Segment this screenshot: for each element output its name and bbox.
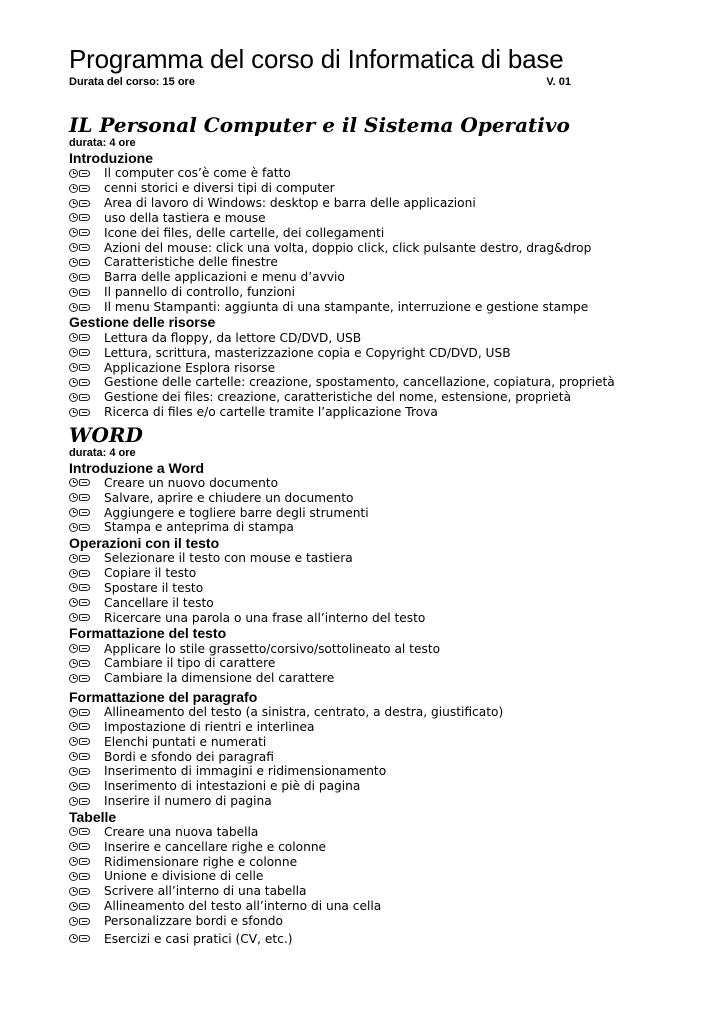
pointing-hand-icon <box>79 768 90 775</box>
section-duration-pc: durata: 4 ore <box>69 137 136 149</box>
list-item-text: Scrivere all’interno di una tabella <box>104 884 307 899</box>
subsection-title-risorse: Gestione delle risorse <box>69 314 216 331</box>
version-label: V. 01 <box>546 76 571 88</box>
clock-hand-bullet-icon <box>69 199 104 208</box>
list-item-text: Ricercare una parola o una frase all’interno del testo <box>104 610 426 625</box>
pointing-hand-icon <box>79 185 90 192</box>
clock-icon <box>69 303 78 312</box>
clock-hand-bullet-icon <box>69 213 104 222</box>
list-item-text: Stampa e anteprima di stampa <box>104 520 294 535</box>
clock-hand-bullet-icon <box>69 887 104 896</box>
list-item <box>69 360 629 375</box>
list-item <box>69 914 629 929</box>
list-item-text: Area di lavoro di Windows: desktop e barra delle applicazioni <box>104 196 476 211</box>
pointing-hand-icon <box>79 828 90 835</box>
list-item <box>69 869 629 884</box>
clock-icon <box>69 902 78 911</box>
list-item-text: Lettura da floppy, da lettore CD/DVD, USB <box>104 330 362 345</box>
list-item <box>69 345 629 360</box>
list-item-text: Ridimensionare righe e colonne <box>104 854 298 869</box>
list-item-text: Allineamento del testo all’interno di una cella <box>104 899 382 914</box>
clock-hand-bullet-icon <box>69 782 104 791</box>
pointing-hand-icon <box>79 873 90 880</box>
pointing-hand-icon <box>79 304 90 311</box>
clock-icon <box>69 523 78 532</box>
list-item-text: Salvare, aprire e chiudere un documento <box>104 490 354 505</box>
pointing-hand-icon <box>79 509 90 516</box>
clock-icon <box>69 199 78 208</box>
clock-hand-bullet-icon <box>69 228 104 237</box>
list-item <box>69 166 629 181</box>
list-item <box>69 899 629 914</box>
clock-hand-bullet-icon <box>69 583 104 592</box>
pointing-hand-icon <box>79 918 90 925</box>
clock-icon <box>69 722 78 731</box>
list-item <box>69 595 629 610</box>
list-item-text: Cambiare il tipo di carattere <box>104 656 276 671</box>
list-item-text: Creare un nuovo documento <box>104 475 279 490</box>
list-item <box>69 656 629 671</box>
clock-icon <box>69 228 78 237</box>
list-item-text: Il pannello di controllo, funzioni <box>104 285 296 300</box>
list-item <box>69 764 629 779</box>
pointing-hand-icon <box>79 935 90 942</box>
clock-icon <box>69 348 78 357</box>
clock-icon <box>69 184 78 193</box>
pointing-hand-icon <box>79 570 90 577</box>
course-meta <box>69 76 571 89</box>
list-item-text: Unione e divisione di celle <box>104 869 264 884</box>
clock-hand-bullet-icon <box>69 273 104 282</box>
clock-hand-bullet-icon <box>69 598 104 607</box>
clock-hand-bullet-icon <box>69 393 104 402</box>
clock-icon <box>69 872 78 881</box>
list-item-text: Creare una nuova tabella <box>104 824 259 839</box>
pointing-hand-icon <box>79 783 90 790</box>
pointing-hand-icon <box>79 479 90 486</box>
clock-icon <box>69 554 78 563</box>
subsection-title-introduzione: Introduzione <box>69 150 153 166</box>
pointing-hand-icon <box>79 798 90 805</box>
clock-hand-bullet-icon <box>69 508 104 517</box>
pointing-hand-icon <box>79 364 90 371</box>
clock-icon <box>69 917 78 926</box>
clock-icon <box>69 857 78 866</box>
clock-icon <box>69 887 78 896</box>
list-item <box>69 270 629 285</box>
clock-hand-bullet-icon <box>69 708 104 717</box>
list-item <box>69 405 629 420</box>
pointing-hand-icon <box>79 888 90 895</box>
pointing-hand-icon <box>79 494 90 501</box>
pointing-hand-icon <box>79 738 90 745</box>
topic-list <box>69 705 629 809</box>
list-item-text: Icone dei files, delle cartelle, dei collegamenti <box>104 225 385 240</box>
list-item <box>69 551 629 566</box>
list-item-text: Selezionare il testo con mouse e tastiera <box>104 551 353 566</box>
pointing-hand-icon <box>79 753 90 760</box>
list-item-text: Esercizi e casi pratici (CV, etc.) <box>104 931 293 946</box>
clock-hand-bullet-icon <box>69 288 104 297</box>
pointing-hand-icon <box>79 524 90 531</box>
clock-hand-bullet-icon <box>69 363 104 372</box>
pointing-hand-icon <box>79 858 90 865</box>
list-item <box>69 330 629 345</box>
list-item-text: Cambiare la dimensione del carattere <box>104 671 335 686</box>
list-item-text: Ricerca di files e/o cartelle tramite l’applicazione Trova <box>104 405 438 420</box>
list-item <box>69 671 629 686</box>
subsection-title-operazioni: Operazioni con il testo <box>69 534 220 551</box>
list-item <box>69 211 629 226</box>
list-item-text: Lettura, scrittura, masterizzazione copia e Copyright CD/DVD, USB <box>104 345 511 360</box>
list-item <box>69 196 629 211</box>
pointing-hand-icon <box>79 614 90 621</box>
list-item-text: Caratteristiche delle finestre <box>104 255 278 270</box>
pointing-hand-icon <box>79 229 90 236</box>
list-item <box>69 749 629 764</box>
list-item-text: Spostare il testo <box>104 580 204 595</box>
clock-icon <box>69 363 78 372</box>
clock-icon <box>69 258 78 267</box>
clock-icon <box>69 659 78 668</box>
pointing-hand-icon <box>79 660 90 667</box>
clock-icon <box>69 934 78 943</box>
list-item-text: Inserire il numero di pagina <box>104 794 272 809</box>
clock-hand-bullet-icon <box>69 674 104 683</box>
list-item <box>69 520 629 535</box>
list-item <box>69 181 629 196</box>
pointing-hand-icon <box>79 200 90 207</box>
clock-hand-bullet-icon <box>69 333 104 342</box>
list-item <box>69 825 629 840</box>
subsection-title-introduzione-word: Introduzione a Word <box>69 459 205 476</box>
clock-hand-bullet-icon <box>69 797 104 806</box>
clock-hand-bullet-icon <box>69 722 104 731</box>
clock-icon <box>69 644 78 653</box>
clock-icon <box>69 797 78 806</box>
clock-hand-bullet-icon <box>69 737 104 746</box>
clock-hand-bullet-icon <box>69 348 104 357</box>
clock-hand-bullet-icon <box>69 872 104 881</box>
pointing-hand-icon <box>79 675 90 682</box>
list-item <box>69 705 629 720</box>
list-item <box>69 719 629 734</box>
clock-hand-bullet-icon <box>69 569 104 578</box>
pointing-hand-icon <box>79 723 90 730</box>
topic-list <box>69 330 629 419</box>
list-item-text: Inserimento di immagini e ridimensionamento <box>104 764 387 779</box>
clock-hand-bullet-icon <box>69 184 104 193</box>
list-item <box>69 390 629 405</box>
clock-icon <box>69 583 78 592</box>
list-item <box>69 476 629 491</box>
topic-list <box>69 641 629 686</box>
list-item <box>69 490 629 505</box>
clock-hand-bullet-icon <box>69 408 104 417</box>
list-item-text: Aggiungere e togliere barre degli strumenti <box>104 505 369 520</box>
subsection-title-formattazione-paragrafo: Formattazione del paragrafo <box>69 688 258 705</box>
list-item-text: Bordi e sfondo dei paragrafi <box>104 749 274 764</box>
list-item-text: Barra delle applicazioni e menu d’avvio <box>104 270 345 285</box>
list-item-text: cenni storici e diversi tipi di computer <box>104 181 335 196</box>
list-item-text: Inserire e cancellare righe e colonne <box>104 839 327 854</box>
subsection-title-tabelle: Tabelle <box>69 808 117 825</box>
list-item <box>69 641 629 656</box>
list-item <box>69 854 629 869</box>
clock-hand-bullet-icon <box>69 378 104 387</box>
list-item <box>69 931 629 946</box>
list-item-text: Inserimento di intestazioni e piè di pagina <box>104 779 361 794</box>
list-item <box>69 505 629 520</box>
clock-hand-bullet-icon <box>69 478 104 487</box>
clock-icon <box>69 782 78 791</box>
list-item <box>69 566 629 581</box>
clock-hand-bullet-icon <box>69 303 104 312</box>
topic-list <box>69 551 629 625</box>
clock-icon <box>69 213 78 222</box>
pointing-hand-icon <box>79 584 90 591</box>
list-item <box>69 839 629 854</box>
pointing-hand-icon <box>79 409 90 416</box>
clock-icon <box>69 378 78 387</box>
pointing-hand-icon <box>79 379 90 386</box>
list-item <box>69 581 629 596</box>
clock-icon <box>69 393 78 402</box>
pointing-hand-icon <box>79 244 90 251</box>
section-title-word: WORD <box>69 422 143 447</box>
pointing-hand-icon <box>79 214 90 221</box>
pointing-hand-icon <box>79 394 90 401</box>
pointing-hand-icon <box>79 274 90 281</box>
list-item-text: Personalizzare bordi e sfondo <box>104 914 283 929</box>
list-item-text: Impostazione di rientri e interlinea <box>104 719 315 734</box>
clock-hand-bullet-icon <box>69 767 104 776</box>
pointing-hand-icon <box>79 903 90 910</box>
clock-hand-bullet-icon <box>69 169 104 178</box>
clock-icon <box>69 842 78 851</box>
clock-icon <box>69 752 78 761</box>
section-title-pc: IL Personal Computer e il Sistema Operativo <box>69 113 570 137</box>
clock-icon <box>69 737 78 746</box>
topic-list <box>69 166 629 314</box>
list-item <box>69 255 629 270</box>
pointing-hand-icon <box>79 334 90 341</box>
pointing-hand-icon <box>79 555 90 562</box>
list-item-text: Applicare lo stile grassetto/corsivo/sottolineato al testo <box>104 641 441 656</box>
list-item <box>69 734 629 749</box>
list-item <box>69 779 629 794</box>
clock-hand-bullet-icon <box>69 243 104 252</box>
clock-icon <box>69 569 78 578</box>
clock-icon <box>69 613 78 622</box>
pointing-hand-icon <box>79 709 90 716</box>
subsection-title-formattazione-testo: Formattazione del testo <box>69 625 227 642</box>
clock-hand-bullet-icon <box>69 258 104 267</box>
list-item-text: Allineamento del testo (a sinistra, centrato, a destra, giustificato) <box>104 705 504 720</box>
list-item <box>69 300 629 315</box>
clock-icon <box>69 273 78 282</box>
pointing-hand-icon <box>79 599 90 606</box>
clock-icon <box>69 598 78 607</box>
list-item <box>69 375 629 390</box>
clock-hand-bullet-icon <box>69 659 104 668</box>
clock-icon <box>69 493 78 502</box>
list-item <box>69 240 629 255</box>
list-item-text: uso della tastiera e mouse <box>104 210 266 225</box>
clock-icon <box>69 478 78 487</box>
clock-hand-bullet-icon <box>69 644 104 653</box>
clock-hand-bullet-icon <box>69 934 104 943</box>
list-item-text: Gestione delle cartelle: creazione, spostamento, cancellazione, copiatura, proprietà <box>104 375 615 390</box>
clock-icon <box>69 243 78 252</box>
clock-hand-bullet-icon <box>69 902 104 911</box>
topic-list <box>69 476 629 535</box>
clock-hand-bullet-icon <box>69 752 104 761</box>
list-item-text: Azioni del mouse: click una volta, doppio click, click pulsante destro, drag&drop <box>104 240 592 255</box>
list-item <box>69 794 629 809</box>
clock-icon <box>69 674 78 683</box>
list-item-text: Gestione dei files: creazione, caratteristiche del nome, estensione, proprietà <box>104 390 572 405</box>
clock-hand-bullet-icon <box>69 523 104 532</box>
clock-hand-bullet-icon <box>69 493 104 502</box>
document-page <box>69 44 629 946</box>
clock-icon <box>69 333 78 342</box>
clock-icon <box>69 169 78 178</box>
list-item <box>69 285 629 300</box>
list-item-text: Il computer cos’è come è fatto <box>104 166 291 181</box>
clock-icon <box>69 288 78 297</box>
list-item-text: Il menu Stampanti: aggiunta di una stampante, interruzione e gestione stampe <box>104 300 589 315</box>
page-title: Programma del corso di Informatica di base <box>69 44 564 74</box>
list-item-text: Copiare il testo <box>104 566 197 581</box>
clock-icon <box>69 827 78 836</box>
clock-hand-bullet-icon <box>69 613 104 622</box>
section-duration-word: durata: 4 ore <box>69 446 136 459</box>
pointing-hand-icon <box>79 170 90 177</box>
list-item <box>69 610 629 625</box>
pointing-hand-icon <box>79 259 90 266</box>
clock-hand-bullet-icon <box>69 554 104 563</box>
pointing-hand-icon <box>79 645 90 652</box>
list-item-text: Elenchi puntati e numerati <box>104 734 267 749</box>
topic-list <box>69 825 629 947</box>
clock-icon <box>69 508 78 517</box>
clock-hand-bullet-icon <box>69 857 104 866</box>
pointing-hand-icon <box>79 349 90 356</box>
list-item <box>69 225 629 240</box>
course-duration: Durata del corso: 15 ore <box>69 76 195 88</box>
clock-icon <box>69 767 78 776</box>
pointing-hand-icon <box>79 843 90 850</box>
clock-hand-bullet-icon <box>69 917 104 926</box>
pointing-hand-icon <box>79 289 90 296</box>
clock-hand-bullet-icon <box>69 827 104 836</box>
list-item-text: Cancellare il testo <box>104 595 214 610</box>
list-item-text: Applicazione Esplora risorse <box>104 360 276 375</box>
clock-icon <box>69 708 78 717</box>
clock-icon <box>69 408 78 417</box>
clock-hand-bullet-icon <box>69 842 104 851</box>
list-item <box>69 884 629 899</box>
